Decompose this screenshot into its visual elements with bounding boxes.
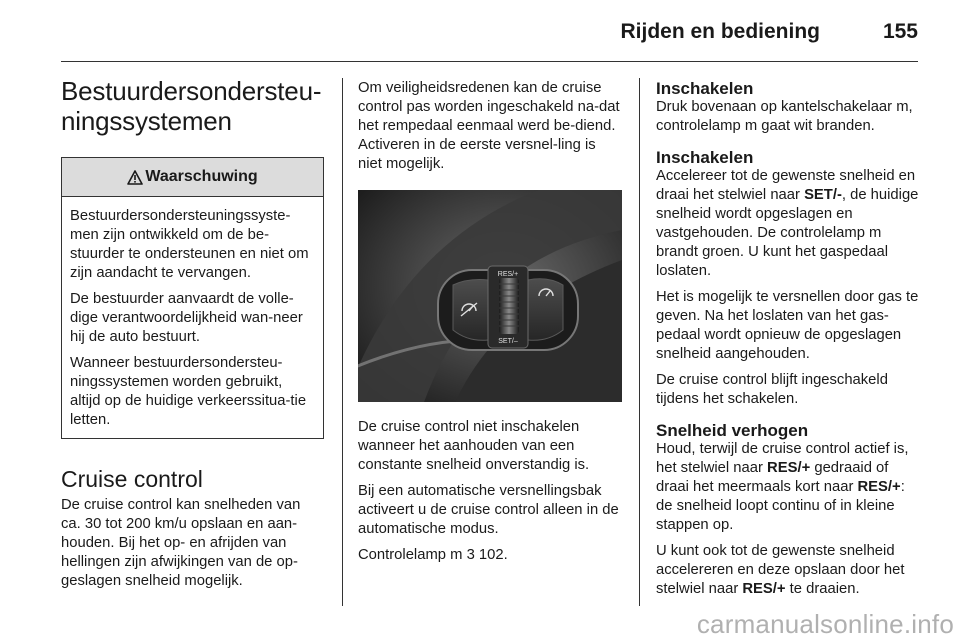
warning-header — [62, 158, 323, 197]
automatic-gearbox-paragraph: Bij een automatische versnellingsbak activeert u de cruise control alleen in de automatische modus. — [358, 483, 619, 537]
block-activate-title: Inschakelen — [656, 148, 754, 167]
block-switch-on-text: Druk bovenaan op kantelschakelaar m, controlelamp m gaat wit branden. — [656, 99, 913, 134]
cruise-control-intro: De cruise control kan snelheden van ca. 30 tot 200 km/u opslaan en aan-houden. Bij het op- en afrijden van hellingen zijn afwijkingen van de op-geslagen snelheid mogelijk. — [61, 497, 301, 589]
safety-paragraph: Om veiligheidsredenen kan de cruise control pas worden ingeschakeld na-dat het rempedaal eenmaal werd be-diend. Activeren in de eerste versnel-ling is niet mogelijk. — [358, 80, 620, 172]
warning-paragraph-2: De bestuurder aanvaardt de volle-dige verantwoordelijkheid wan-neer hij de auto bestuurt. — [70, 291, 303, 345]
column-divider-2 — [639, 78, 640, 606]
page-number: 155 — [882, 20, 918, 43]
watermark: carmanualsonline.info — [696, 609, 954, 639]
column-2 — [358, 79, 622, 572]
column-3 — [656, 79, 922, 611]
block-activate-shifting: De cruise control blijft ingeschakeld tijdens het schakelen. — [656, 372, 888, 407]
section-title-line2: ningssystemen — [61, 106, 232, 136]
block-increase-speed-store: U kunt ook tot de gewenste snelheid accelereren en deze opslaan door het stelwiel naar RES/+ te draaien. — [656, 543, 905, 597]
warning-paragraph-3: Wanneer bestuurdersondersteu-ningssystemen worden gebruikt, altijd op de huidige verkeerssitua-tie letten. — [70, 355, 307, 428]
header-rule — [61, 61, 918, 62]
set-minus-label: SET/– — [498, 338, 518, 345]
warning-box — [61, 157, 324, 439]
block-activate-accelerate: Het is mogelijk te versnellen door gas te geven. Na het loslaten van het gas-pedaal wordt opnieuw de opgeslagen snelheid aangehouden. — [656, 289, 919, 362]
header-title: Rijden en bediening — [620, 20, 820, 43]
warning-label: Waarschuwing — [145, 168, 258, 185]
column-divider-1 — [342, 78, 343, 606]
block-switch-on — [656, 79, 922, 136]
cruise-lamp-icon: m — [744, 118, 758, 134]
cruise-lamp-icon: m — [450, 547, 463, 563]
block-increase-speed-text: Houd, terwijl de cruise control actief is, het stelwiel naar RES/+ gedraaid of draai het meermaals kort naar RES/+: de snelheid loopt continu of in kleine stappen op. — [656, 441, 909, 533]
block-switch-on-title: Inschakelen — [656, 79, 754, 98]
section-title — [61, 76, 324, 136]
block-increase-speed — [656, 421, 922, 599]
block-increase-speed-title: Snelheid verhogen — [656, 421, 809, 440]
steering-wheel-photo — [358, 190, 622, 402]
column-1 — [61, 76, 324, 598]
warning-triangle-icon — [127, 170, 143, 185]
res-plus-label: RES/+ — [497, 271, 519, 278]
warning-paragraph-1: Bestuurdersondersteuningssyste-men zijn ontwikkeld om de be-stuurder te ondersteunen en niet om zijn aandacht te vervangen. — [70, 208, 309, 281]
cruise-lamp-icon: m — [896, 99, 909, 115]
control-lamp-reference: Controlelamp m 3 102. — [358, 547, 508, 563]
cruise-lamp-icon: m — [869, 225, 882, 241]
warning-body — [62, 197, 323, 438]
section-title-line1: Bestuurdersondersteu- — [61, 76, 322, 106]
block-activate-text: Accelereer tot de gewenste snelheid en draai het stelwiel naar SET/-, de huidige snelheid wordt opgeslagen en vastgehouden. De controlelamp m brandt groen. U kunt het gaspedaal loslaten. — [656, 168, 919, 279]
do-not-engage-paragraph: De cruise control niet inschakelen wanneer het aanhouden van een constante snelheid onverstandig is. — [358, 419, 590, 473]
cruise-control-title: Cruise control — [61, 466, 203, 492]
page-ref-icon: 3 — [466, 547, 475, 563]
block-activate — [656, 148, 922, 409]
